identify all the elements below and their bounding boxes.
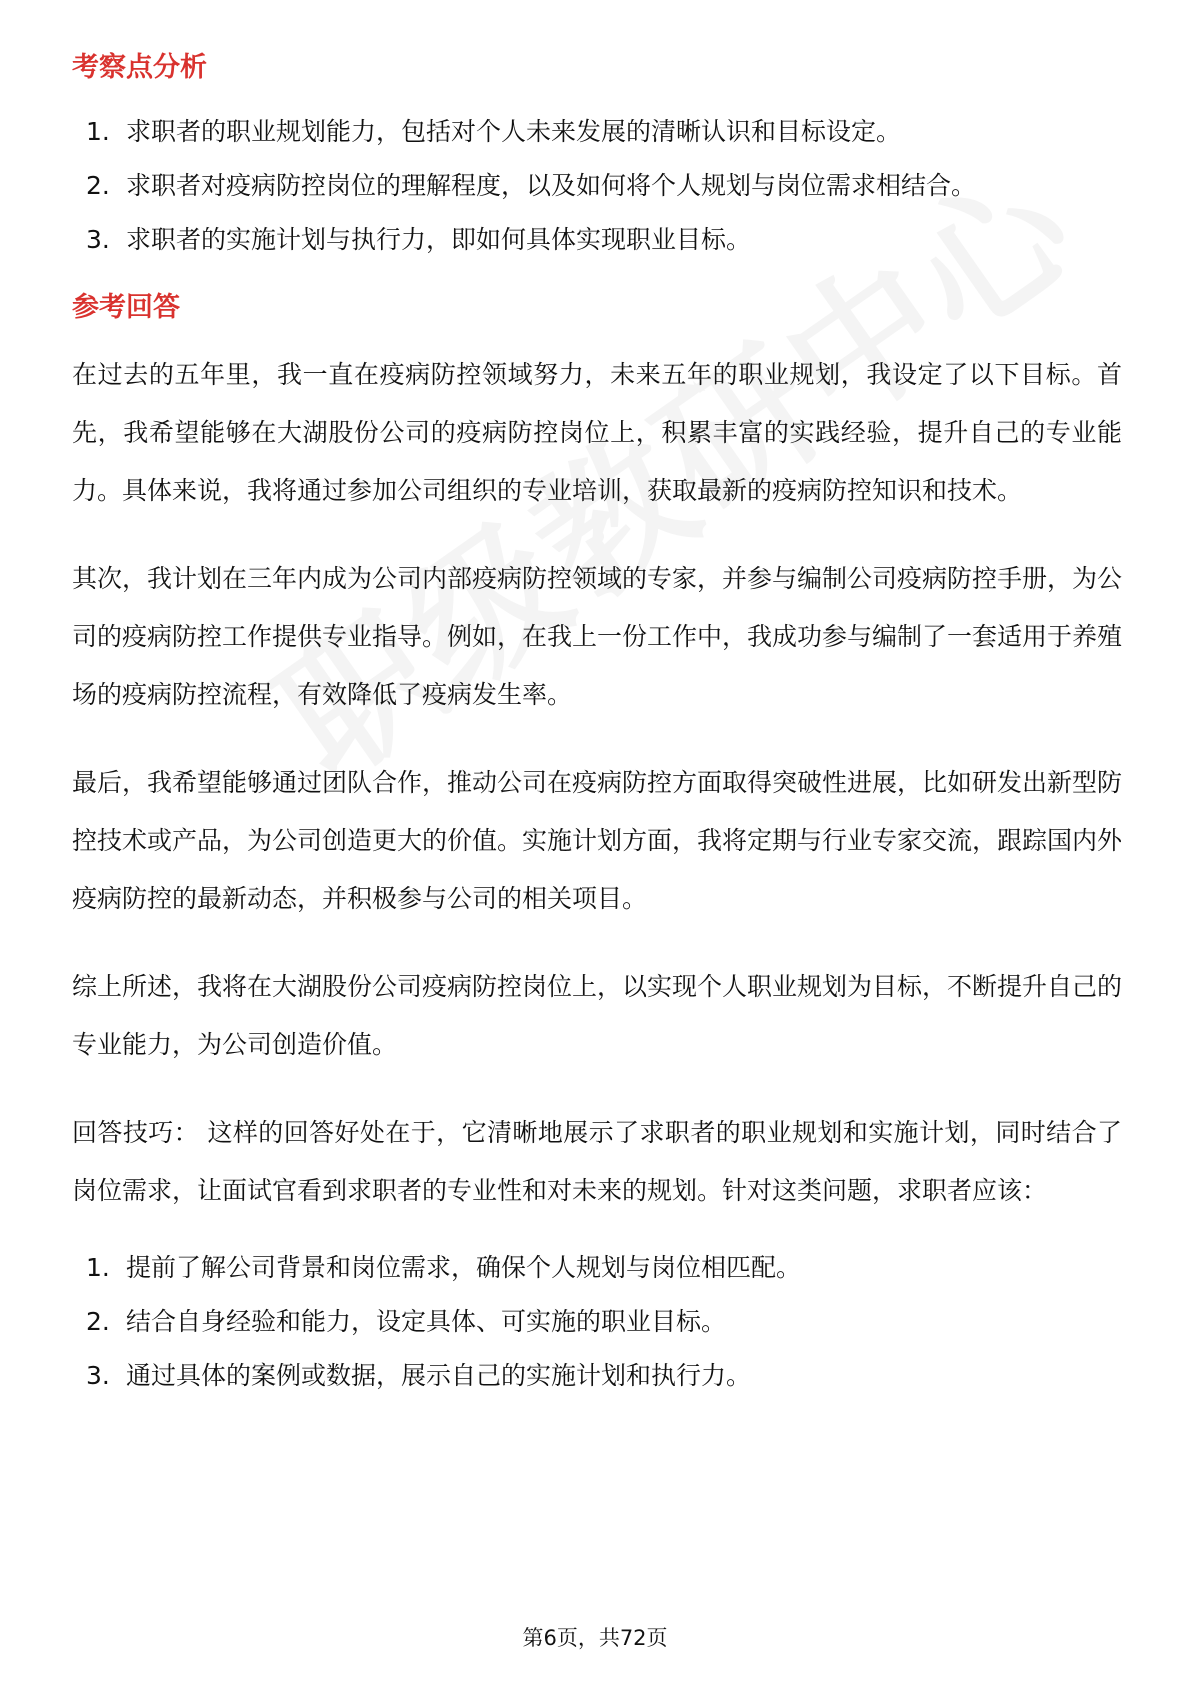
answer-paragraph: 最后，我希望能够通过团队合作，推动公司在疫病防控方面取得突破性进展，比如研发出新型防控技术或产品，为公司创造更大的价值。实施计划方面，我将定期与行业专家交流，跟踪国内外疫病防控的最新动态，并积极参与公司的相关项目。 (72, 768, 1123, 913)
list-item (72, 1358, 1122, 1394)
list-item-text: 求职者的实施计划与执行力，即如何具体实现职业目标。 (126, 225, 752, 254)
list-item-text: 提前了解公司背景和岗位需求，确保个人规划与岗位相匹配。 (126, 1253, 802, 1282)
list-item-text: 结合自身经验和能力，设定具体、可实施的职业目标。 (126, 1307, 727, 1336)
list-item (72, 1304, 1122, 1340)
list-item-number: 1. (86, 1253, 110, 1282)
list-item (72, 1250, 1122, 1286)
list-item-number: 3. (86, 1361, 110, 1390)
list-item-number: 2. (86, 171, 110, 200)
list-item-number: 1. (86, 117, 110, 146)
tips-list (72, 1250, 1122, 1394)
answer-paragraph: 其次，我计划在三年内成为公司内部疫病防控领域的专家，并参与编制公司疫病防控手册，为公司的疫病防控工作提供专业指导。例如，在我上一份工作中，我成功参与编制了一套适用于养殖场的疫病防控流程，有效降低了疫病发生率。 (72, 564, 1123, 709)
analysis-section-title: 考察点分析 (72, 52, 207, 83)
list-item (72, 222, 1122, 258)
list-item-number: 3. (86, 225, 110, 254)
answer-tips-intro: 回答技巧： 这样的回答好处在于，它清晰地展示了求职者的职业规划和实施计划，同时结合了岗位需求，让面试官看到求职者的专业性和对未来的规划。针对这类问题，求职者应该： (72, 1118, 1122, 1205)
list-item (72, 168, 1122, 204)
list-item-text: 通过具体的案例或数据，展示自己的实施计划和执行力。 (126, 1361, 752, 1390)
answer-paragraph: 在过去的五年里，我一直在疫病防控领域努力，未来五年的职业规划，我设定了以下目标。首先，我希望能够在大湖股份公司的疫病防控岗位上，积累丰富的实践经验，提升自己的专业能力。具体来说，我将通过参加公司组织的专业培训，获取最新的疫病防控知识和技术。 (72, 360, 1122, 505)
analysis-list (72, 114, 1122, 258)
answer-section-title: 参考回答 (72, 292, 180, 323)
page-content (72, 48, 1122, 1394)
list-item-text: 求职者对疫病防控岗位的理解程度，以及如何将个人规划与岗位需求相结合。 (126, 171, 977, 200)
list-item-text: 求职者的职业规划能力，包括对个人未来发展的清晰认识和目标设定。 (126, 117, 902, 146)
page-number-footer: 第6页，共72页 (522, 1626, 668, 1650)
list-item-number: 2. (86, 1307, 110, 1336)
answer-paragraph: 综上所述，我将在大湖股份公司疫病防控岗位上，以实现个人职业规划为目标，不断提升自己的专业能力，为公司创造价值。 (72, 972, 1123, 1059)
list-item (72, 114, 1122, 150)
